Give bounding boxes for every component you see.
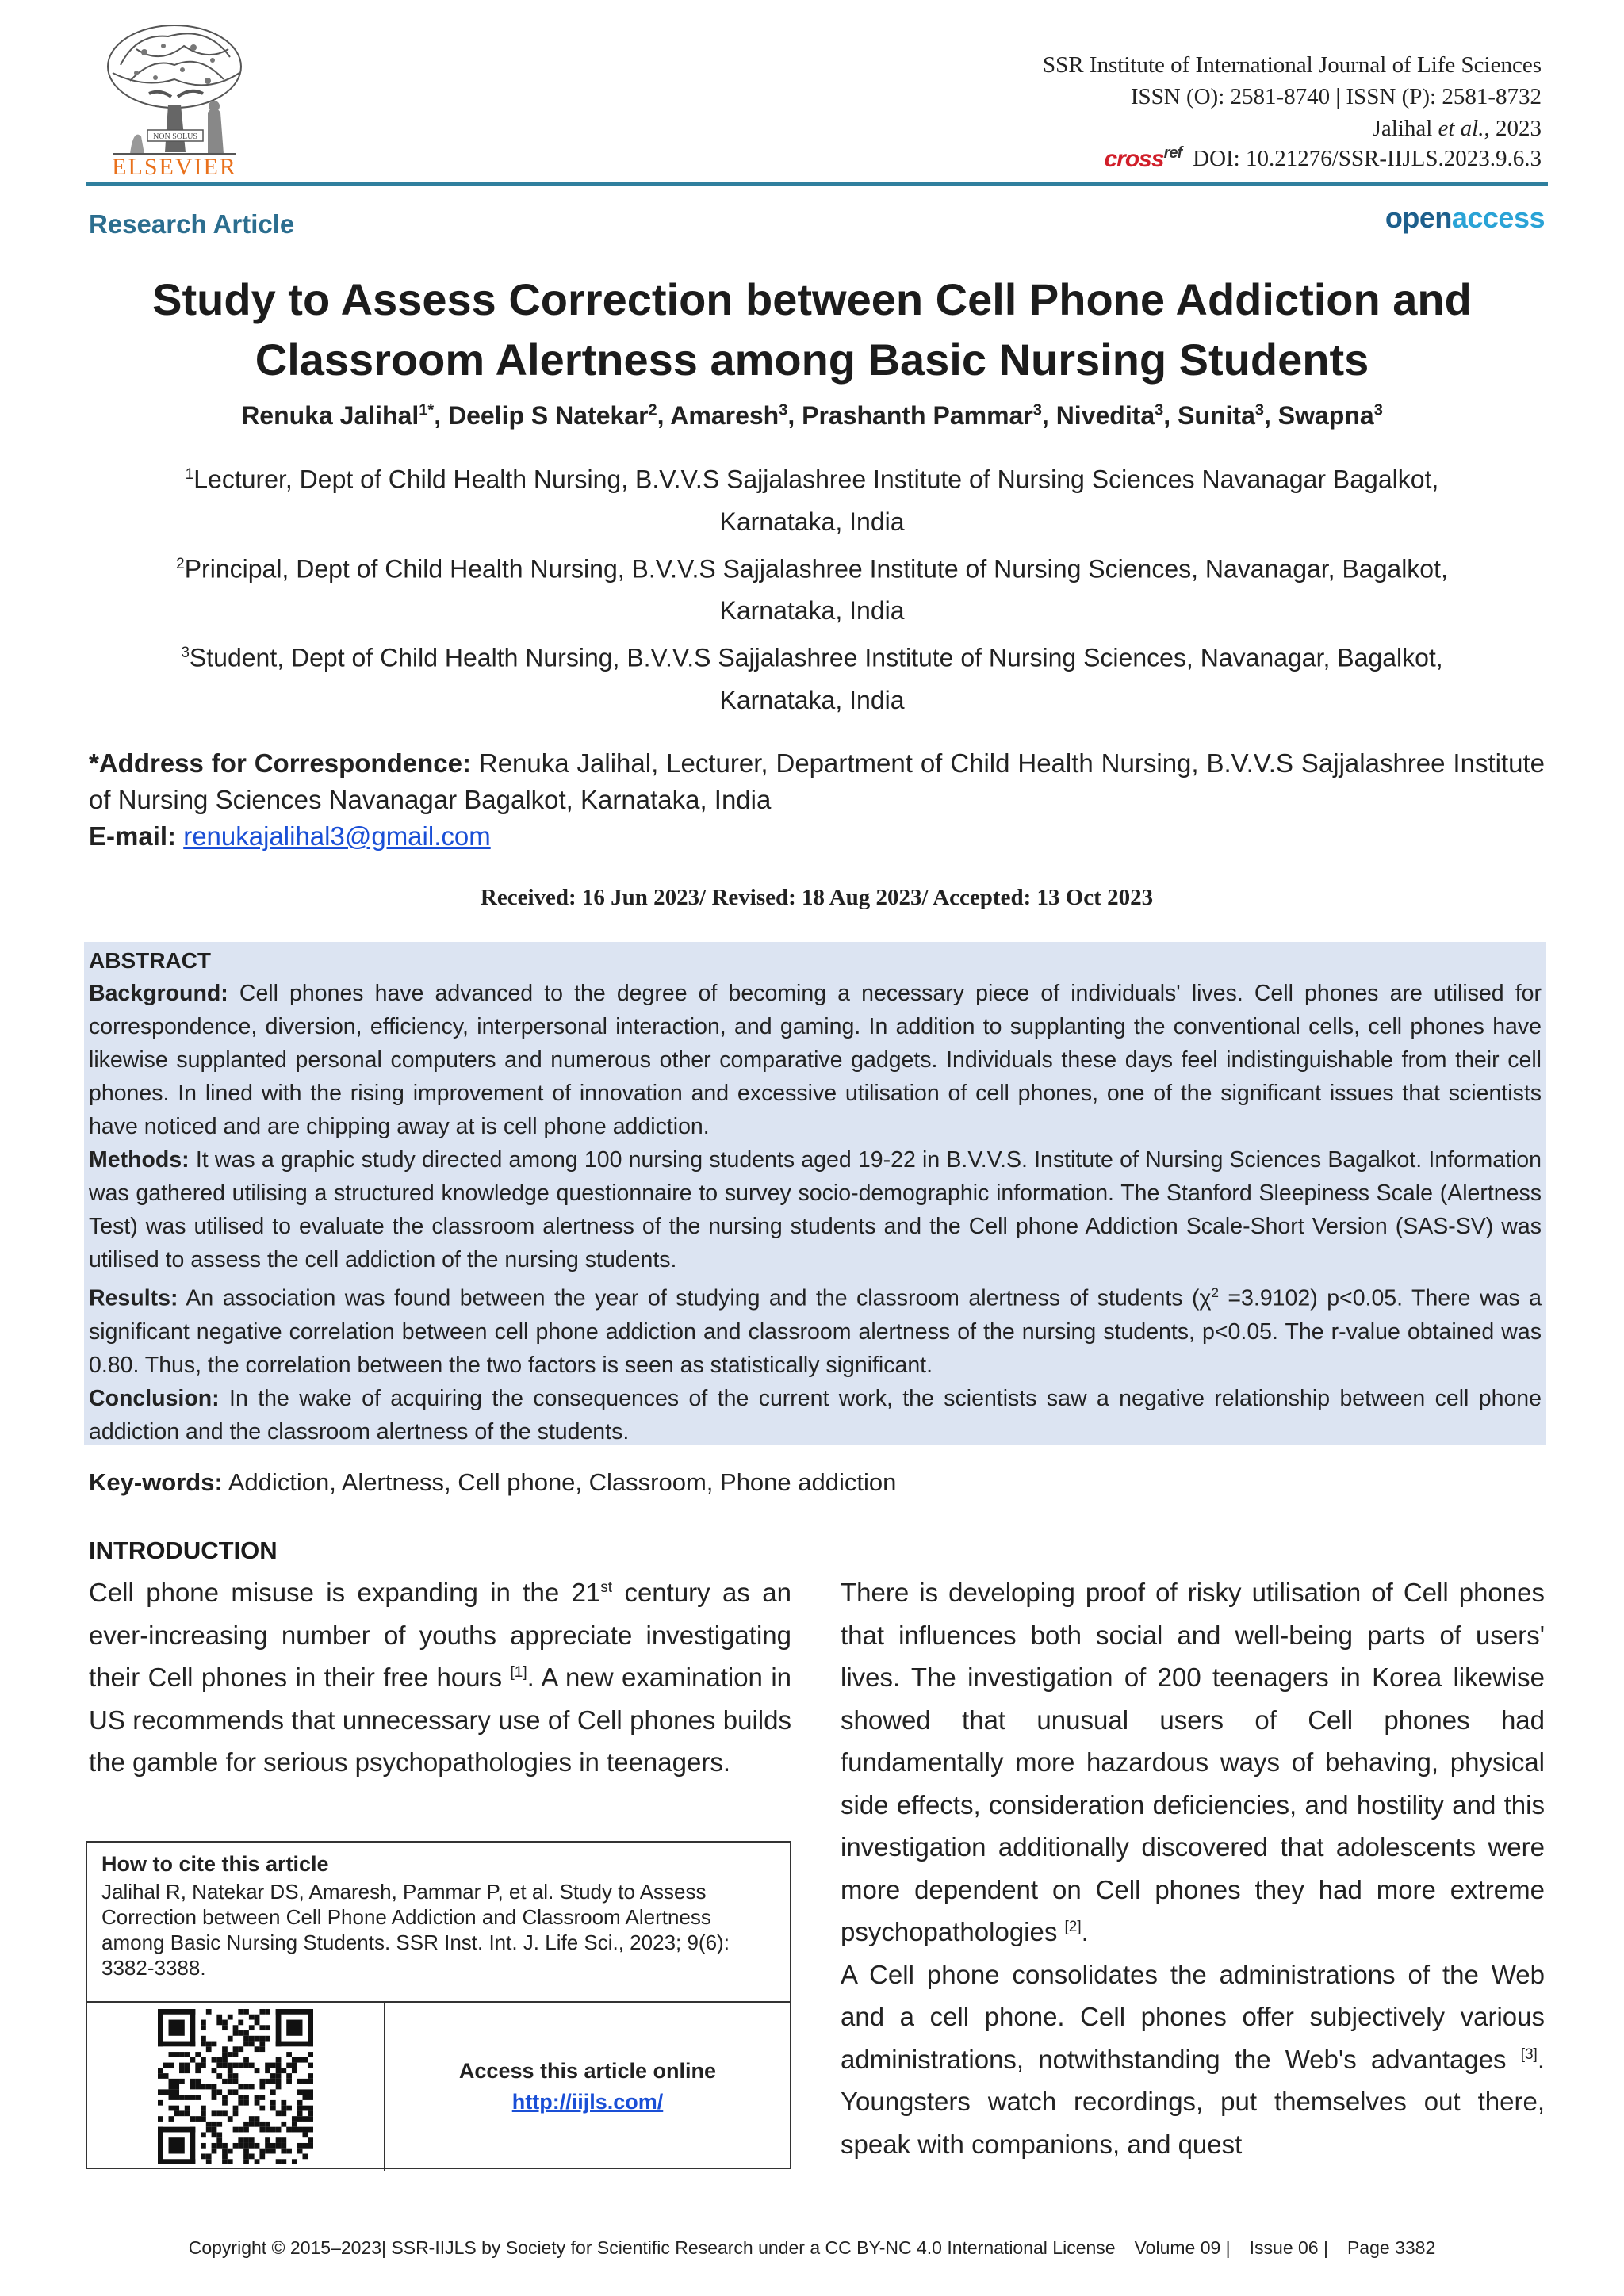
author-affiliation-sup: 3 (1032, 401, 1042, 419)
how-to-cite-box (86, 1841, 791, 2169)
author-separator: , (787, 401, 802, 430)
correspondence (89, 745, 1545, 855)
results-text-a: An association was found between the year of studying and the classroom alertness of students (χ (178, 1285, 1212, 1311)
author-name: Nivedita (1055, 401, 1155, 430)
logo-caption: NON SOLUS (153, 132, 197, 141)
article-dates: Received: 16 Jun 2023/ Revised: 18 Aug 2023/ Accepted: 13 Oct 2023 (480, 885, 1154, 910)
affiliation-location: Karnataka, India (719, 507, 905, 536)
crossref-logo[interactable] (1105, 144, 1182, 173)
cite-text: Jalihal R, Natekar DS, Amaresh, Pammar P, et al. Study to Assess Correction between Cell Phone Addiction and Classroom Alertness among Basic Nursing Students. SSR Inst. Int. J. Life Sci., 2023; 9(6): 3382-3388. (102, 1880, 730, 1980)
journal-name: SSR Institute of International Journal of Life Sciences (1043, 52, 1542, 78)
affiliation-line (95, 453, 1529, 501)
crossref-label: cross (1104, 146, 1164, 172)
intro-left-column (89, 1571, 791, 1784)
abstract-heading: ABSTRACT (89, 948, 211, 973)
cite-bottom (87, 2001, 790, 2171)
author-affiliation-sup: 3 (1155, 401, 1164, 419)
intro-left-sup: st (600, 1579, 613, 1596)
publisher-name: ELSEVIER (112, 154, 237, 176)
affiliation-location: Karnataka, India (719, 596, 905, 626)
qr-cell (87, 2003, 385, 2171)
affiliation-sup: 3 (181, 645, 190, 662)
abstract-methods (89, 1143, 1542, 1276)
footer-page: Page 3382 (1346, 2237, 1436, 2258)
footer-volume: Volume 09 | (1134, 2237, 1231, 2258)
access-cell (385, 2003, 790, 2171)
intro-right-paragraph-2 (841, 1954, 1545, 2166)
affiliation-sup: 2 (176, 555, 185, 572)
doi-text[interactable]: DOI: 10.21276/SSR-IIJLS.2023.9.6.3 (1193, 145, 1542, 171)
background-label: Background: (89, 981, 228, 1006)
footer-copyright: Copyright © 2015–2023| SSR-IIJLS by Society for Scientific Research under a CC BY-NC 4.0 International License (188, 2237, 1116, 2258)
article-type: Research Article (89, 209, 295, 239)
affiliation-line (95, 543, 1529, 591)
affiliation-text: Principal, Dept of Child Health Nursing, B.V.V.S Sajjalashree Institute of Nursing Sciences, Navanagar, Bagalkot, (184, 554, 1448, 584)
author-separator: , (657, 401, 671, 430)
results-label: Results: (89, 1285, 178, 1311)
introduction-heading: INTRODUCTION (89, 1536, 278, 1564)
intro-right-column (841, 1571, 1545, 2165)
citation-author: Jalihal (1372, 116, 1433, 141)
intro-right-text-1: There is developing proof of risky utilisation of Cell phones that influences both social and well-being parts of users' lives. The investigation of 200 teenagers in Korea likewise showed that unusual users of Cell phones had fundamentally more hazardous ways of behaving, physical side effects, consideration deficiencies, and hostility and this investigation additionally discovered that adolescents were more dependent on Cell phones they had more extreme psychopathologies (841, 1578, 1545, 1946)
crossref-sup: ref (1163, 144, 1182, 162)
conclusion-text: In the wake of acquiring the consequences of the current work, the scientists saw a negative relationship between cell phone addiction and the classroom alertness of the students. (89, 1385, 1542, 1445)
article-title (95, 270, 1529, 390)
open-access-logo (1385, 201, 1545, 235)
affiliation-text: Lecturer, Dept of Child Health Nursing, B.V.V.S Sajjalashree Institute of Nursing Sciences Navanagar Bagalkot, (193, 465, 1439, 494)
intro-left-text-c: . A new examination in US recommends that unnecessary use of Cell phones builds the gamble for serious psychopathologies in teenagers. (89, 1663, 792, 1777)
abstract-conclusion (89, 1382, 1542, 1448)
intro-right-text-2: A Cell phone consolidates the administrations of the Web and a cell phone. Cell phones offer subjectively various administrations, notwithstanding the Web's advantages (841, 1959, 1545, 2074)
keywords (89, 1468, 896, 1497)
cite-heading: How to cite this article (102, 1852, 329, 1876)
methods-text: It was a graphic study directed among 100 nursing students aged 19-22 in B.V.V.S. Institute of Nursing Sciences Bagalkot. Information was gathered utilising a structured knowledge questionnaire to survey socio-demographic information. The Stanford Sleepiness Scale (Alertness Test) was utilised to evaluate the classroom alertness of the nursing students and the Cell phone Addiction Scale-Short Version (SAS-SV) was utilised to assess the cell addiction of the nursing students. (89, 1147, 1542, 1272)
author-separator: , (1163, 401, 1178, 430)
conclusion-label: Conclusion: (89, 1385, 220, 1411)
affiliation-sup: 1 (185, 466, 194, 483)
intro-right-text-2-end: . Youngsters watch recordings, put themselves out there, speak with companions, and quest (841, 2044, 1545, 2159)
author-affiliation-sup: 3 (779, 401, 788, 419)
methods-label: Methods: (89, 1147, 190, 1173)
author-separator: , (1041, 401, 1056, 430)
elsevier-logo (89, 17, 260, 176)
affiliation-list (95, 453, 1529, 721)
correspondence-label: *Address for Correspondence: (89, 748, 471, 778)
elsevier-tree-logo-icon (89, 17, 260, 176)
abstract-box (84, 942, 1546, 1445)
intro-left-text-a: Cell phone misuse is expanding in the 21 (89, 1578, 601, 1607)
page-footer (0, 2237, 1624, 2259)
results-sup: 2 (1211, 1285, 1219, 1300)
email-label: E-mail: (89, 821, 177, 851)
affiliation-line (95, 632, 1529, 679)
author-affiliation-sup: 2 (648, 401, 657, 419)
cite-top (87, 1843, 790, 1999)
access-label: Access this article online (458, 2059, 717, 2083)
author-name: Sunita (1178, 401, 1255, 430)
author-separator: , (434, 401, 448, 430)
correspondence-text: Renuka Jalihal, Lecturer, Department of Child Health Nursing, B.V.V.S Sajjalashree Institute of Nursing Sciences Navanagar Bagalkot, Karnataka, India (89, 748, 1545, 814)
intro-right-paragraph-1 (841, 1571, 1545, 1954)
author-affiliation-sup: 3 (1254, 401, 1264, 419)
keywords-text: Addiction, Alertness, Cell phone, Classroom, Phone addiction (222, 1468, 897, 1496)
reference-1[interactable]: [1] (510, 1664, 527, 1681)
intro-right-text-1-end: . (1081, 1917, 1089, 1946)
title-line-1: Study to Assess Correction between Cell Phone Addiction and (152, 274, 1472, 324)
journal-info (1043, 49, 1542, 144)
affiliation-location: Karnataka, India (719, 685, 905, 714)
access-link[interactable]: http://iijls.com/ (511, 2090, 664, 2114)
open-access-part2: access (1451, 201, 1545, 234)
email-link[interactable]: renukajalihal3@gmail.com (183, 821, 491, 851)
intro-left-text-b: century as an ever-increasing number of youths appreciate investigating their Cell phones in their free hours (89, 1578, 792, 1692)
citation-year: , 2023 (1484, 116, 1542, 141)
author-name: Swapna (1277, 401, 1374, 430)
author-separator: , (1263, 401, 1278, 430)
abstract-results (89, 1276, 1542, 1382)
title-line-2: Classroom Alertness among Basic Nursing Students (255, 335, 1369, 385)
author-name: Amaresh (670, 401, 779, 430)
citation-etal: et al. (1438, 116, 1484, 141)
author-name: Deelip S Natekar (447, 401, 649, 430)
header-rule (86, 182, 1548, 186)
open-access-part1: open (1385, 201, 1452, 234)
affiliation-text: Student, Dept of Child Health Nursing, B.V.V.S Sajjalashree Institute of Nursing Sciences, Navanagar, Bagalkot, (189, 643, 1443, 672)
abstract-background (89, 977, 1542, 1143)
background-text: Cell phones have advanced to the degree of becoming a necessary piece of individuals' lives. Cell phones are utilised for correspondence, diversion, efficiency, interpersonal interaction, and gaming. In addition to supplanting the conventional cells, cell phones have likewise supplanted personal computers and numerous other comparative gadgets. Individuals these days feel indistinguishable from their cell phones. In lined with the rising improvement of innovation and excessive utilisation of cell phones, one of the significant issues that scientists have noticed and are chipping away at is cell phone addiction. (89, 981, 1542, 1139)
reference-2[interactable]: [2] (1064, 1919, 1082, 1935)
journal-issn: ISSN (O): 2581-8740 | ISSN (P): 2581-8732 (1130, 84, 1542, 109)
author-list (95, 401, 1529, 430)
reference-3[interactable]: [3] (1520, 2045, 1538, 2063)
author-name: Renuka Jalihal (241, 401, 419, 430)
footer-issue: Issue 06 | (1249, 2237, 1328, 2258)
author-name: Prashanth Pammar (802, 401, 1033, 430)
results-text-b: =3.9102) p<0.05. There was a significant negative correlation between cell phone addiction and classroom alertness of the nursing students, p<0.05. The r-value obtained was 0.80. Thus, the correlation between the two factors is seen as statistically significant. (89, 1285, 1542, 1378)
qr-code-icon[interactable] (158, 2009, 313, 2164)
running-citation (1043, 113, 1542, 144)
author-affiliation-sup: 3 (1373, 401, 1383, 419)
doi-row (1105, 144, 1542, 173)
keywords-label: Key-words: (89, 1468, 223, 1496)
author-affiliation-sup: 1* (419, 401, 435, 419)
